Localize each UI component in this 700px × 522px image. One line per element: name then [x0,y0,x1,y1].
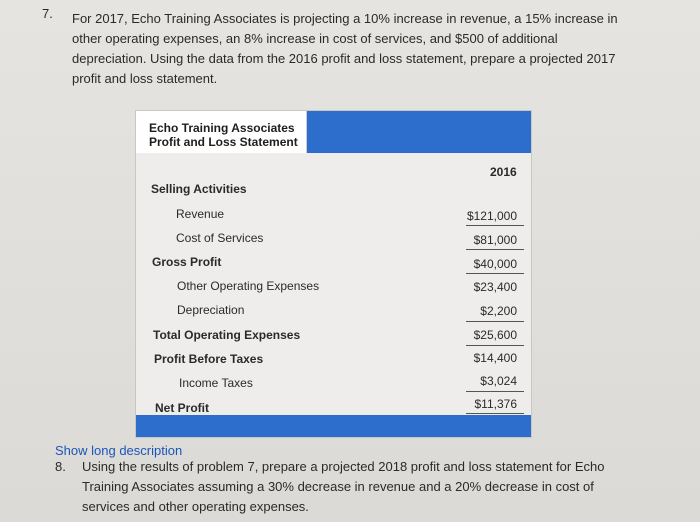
row-value-net-profit: $11,376 [474,397,517,411]
row-label-cost-of-services: Cost of Services [176,231,264,245]
row-label-income-taxes: Income Taxes [179,376,253,390]
row-label-depreciation: Depreciation [177,303,245,317]
row-rule [466,391,524,392]
show-long-description-link[interactable]: Show long description [55,443,183,458]
question-7-text: For 2017, Echo Training Associates is projecting a 10% increase in revenue, a 15% increase in other operating expenses, an 8% increase in cost of services, and $500 of additional depreciation. Using the data from the 2016 profit and loss statement, prepare a projected 2017 profit and loss statement. [72,11,618,86]
row-rule [466,249,524,250]
question-8-number: 8. [55,459,66,474]
table-title-box [136,111,307,153]
row-label-gross-profit: Gross Profit [152,255,222,269]
row-label-revenue: Revenue [176,207,225,221]
row-value-total-operating-expenses: $25,600 [473,328,517,342]
row-rule [466,273,524,274]
row-rule [466,413,524,414]
year-header: 2016 [490,165,517,179]
row-label-other-operating-expenses: Other Operating Expenses [177,279,320,293]
row-value-other-operating-expenses: $23,400 [473,280,517,294]
row-value-revenue: $121,000 [466,209,517,223]
row-rule [466,225,524,226]
table-title-statement: Profit and Loss Statement [149,135,298,149]
row-value-cost-of-services: $81,000 [473,233,517,247]
row-rule [466,345,524,346]
row-label-profit-before-taxes: Profit Before Taxes [154,352,264,366]
row-value-profit-before-taxes: $14,400 [473,351,517,365]
profit-loss-table [135,110,532,438]
row-rule [466,321,524,322]
row-value-gross-profit: $40,000 [473,257,517,271]
row-value-depreciation: $2,200 [480,304,517,318]
table-title-company: Echo Training Associates [149,121,295,135]
question-7-number: 7. [42,6,53,21]
question-8-text: Using the results of problem 7, prepare a projected 2018 profit and loss statement for Echo Training Associates assuming a 30% decrease in revenue and a 20% decrease in cost of services and other operating expenses. [82,459,605,514]
row-label-net-profit: Net Profit [155,401,209,415]
row-value-income-taxes: $3,024 [480,374,517,388]
row-label-total-operating-expenses: Total Operating Expenses [153,328,301,342]
table-footer-bar [136,415,531,437]
row-label-selling-activities: Selling Activities [151,182,247,196]
